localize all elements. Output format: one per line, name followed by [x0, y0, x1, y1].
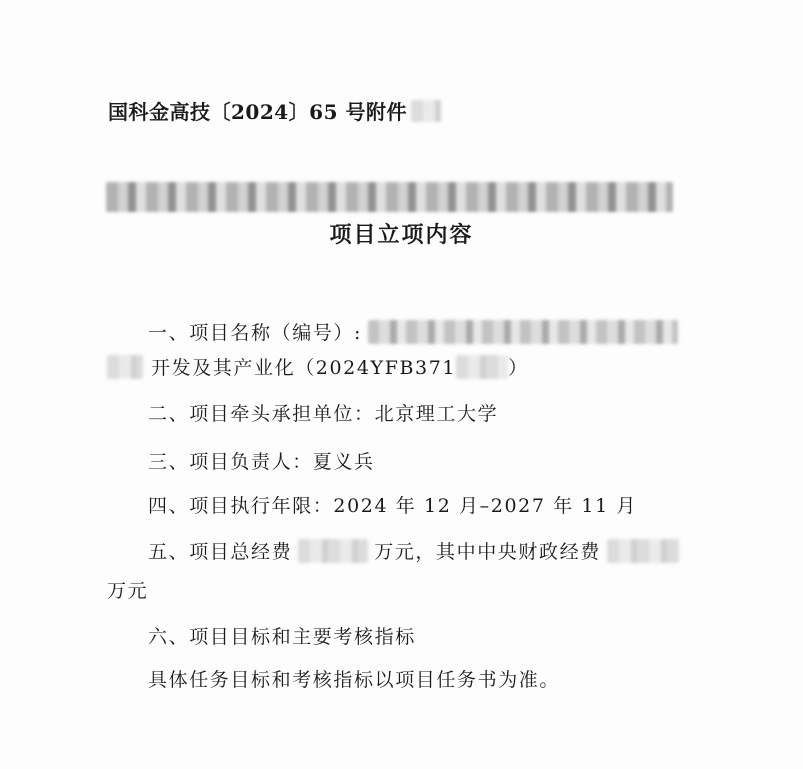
project-name-label: 一、项目名称（编号）:	[148, 322, 363, 344]
redacted-block	[298, 539, 368, 563]
document-reference	[108, 96, 441, 125]
period-line: 四、项目执行年限：2024 年 12 月–2027 年 11 月	[148, 495, 637, 517]
redacted-block	[411, 100, 441, 122]
redacted-block	[106, 182, 673, 212]
redacted-block	[456, 355, 508, 379]
redacted-block	[107, 355, 143, 379]
lead-unit-line: 二、项目牵头承担单位：北京理工大学	[148, 403, 499, 425]
funding-mid: 万元，其中中央财政经费	[374, 541, 601, 563]
redacted-block	[368, 320, 678, 344]
project-name-close: ）	[508, 357, 529, 379]
funding-line	[148, 537, 679, 564]
funding-label: 五、项目总经费	[148, 541, 293, 563]
funding-unit-line: 万元	[107, 580, 149, 602]
document-title: 项目立项内容	[329, 222, 474, 248]
project-name-suffix: 开发及其产业化（2024YFB371	[151, 357, 457, 379]
goals-line: 六、项目目标和主要考核指标	[148, 626, 416, 648]
leader-line: 三、项目负责人：夏义兵	[148, 451, 375, 473]
note-line: 具体任务目标和考核指标以项目任务书为准。	[148, 669, 561, 691]
project-name-continuation	[107, 353, 529, 380]
reference-text: 国科金高技〔2024〕65 号附件	[108, 100, 407, 124]
project-name-line	[148, 318, 678, 345]
redacted-block	[607, 539, 679, 563]
